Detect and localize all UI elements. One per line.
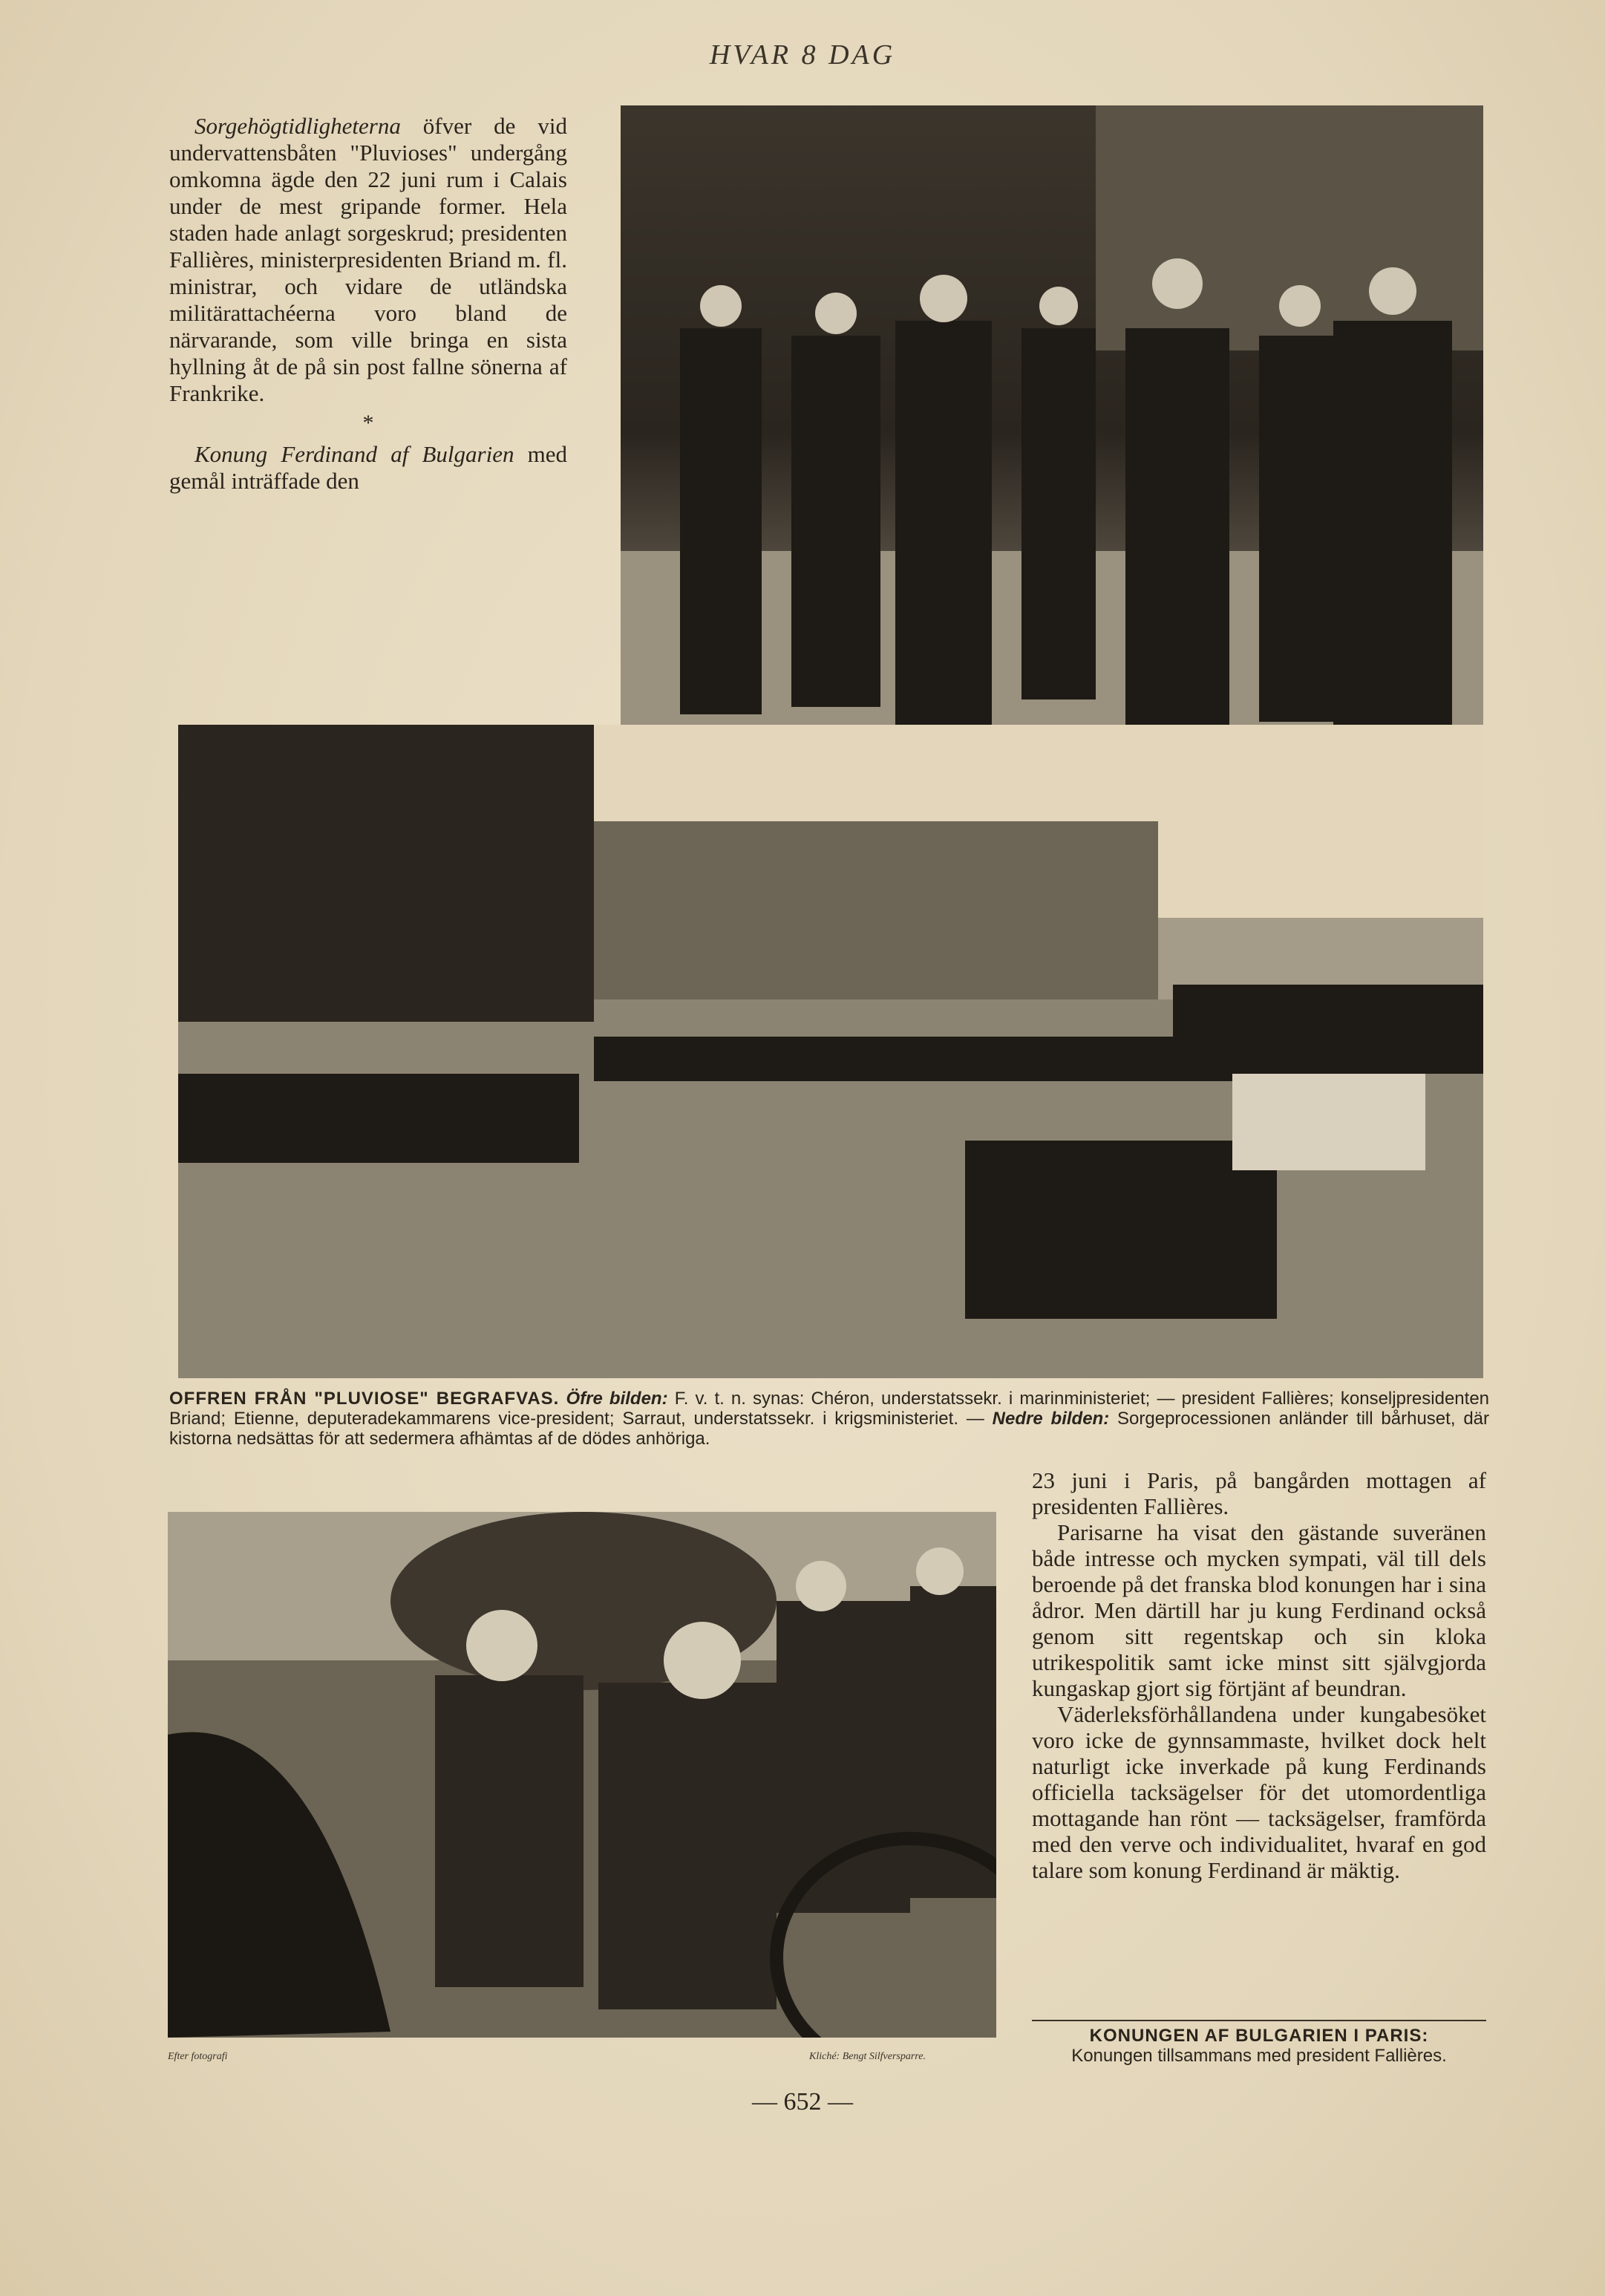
left-text-column	[169, 113, 567, 495]
caption-headline: OFFREN FRÅN "PLUVIOSE" BEGRAFVAS.	[169, 1389, 560, 1409]
caption-label-upper: Öfre bilden:	[566, 1389, 668, 1409]
caption-king-text: Konungen tillsammans med president Fallières.	[1071, 2046, 1447, 2066]
photo-credit-right: Kliché: Bengt Silfversparre.	[809, 2051, 926, 2062]
photo-officials	[621, 105, 1483, 759]
paragraph-ferdinand	[169, 441, 567, 495]
paragraph-body: med gemål inträffade den	[169, 441, 567, 494]
section-separator: *	[362, 411, 374, 435]
right-text-column	[1032, 1467, 1486, 1883]
photo-procession	[178, 725, 1483, 1378]
caption-king	[1032, 2026, 1486, 2066]
paragraph-lead: Sorgehögtidligheterna	[195, 113, 401, 139]
paragraph-pluviose	[169, 113, 567, 407]
paragraph-body: öfver de vid undervattensbåten "Pluvioses" undergång omkomna ägde den 22 juni rum i Calais under de mest gripande former. Hela staden hade anlagt sorgeskrud; presidenten Fallières, ministerpresidenten Briand m. fl. ministrar, och vidare de utländska militärattachéerna voro bland de närvarande, som ville bringa en sista hyllning åt de på sin post fallne sönerna af Frankrike.	[169, 113, 567, 406]
caption-divider	[1032, 2020, 1486, 2021]
running-title: HVAR 8 DAG	[709, 39, 896, 71]
paragraph-arrival: 23 juni i Paris, på bangården mottagen af presidenten Fallières.	[1032, 1467, 1486, 1519]
paragraph-lead: Konung Ferdinand af Bulgarien	[195, 441, 514, 467]
photo-credit-left: Efter fotografi	[168, 2051, 228, 2062]
page-number: — 652 —	[752, 2088, 853, 2116]
caption-king-headline: KONUNGEN AF BULGARIEN I PARIS:	[1089, 2026, 1429, 2046]
caption-label-lower: Nedre bilden:	[992, 1409, 1110, 1429]
paragraph-weather: Väderleksförhållandena under kungabesöket voro icke de gynnsammaste, hvilket dock helt naturligt icke inverkade på kung Ferdinands officiella tacksägelser för det utomordentliga mottagande han rönt — tacksägelser, framförda med den verve och individualitet, hvaraf en god talare som konung Ferdinand är mäktig.	[1032, 1701, 1486, 1883]
caption-funeral	[169, 1389, 1489, 1449]
photo-king-carriage	[168, 1512, 996, 2038]
caption-upper-text: F. v. t. n. synas: Chéron, understatssekr. i marinministeriet; — president Fallières; konseljpresidenten Briand; Etienne, deputeradekammarens vice-president; Sarraut, understatssekr. i krigsministeriet. —	[169, 1389, 1490, 1429]
paragraph-sympathy: Parisarne ha visat den gästande suveränen både intresse och mycken sympati, väl till dels beroende på det franska blod konungen har i sina ådror. Men därtill har ju kung Ferdinand också genom sitt regentskap och sin kloka utrikespolitik samt icke minst sitt självgjorda kungaskap gjort sig förtjänt af beundran.	[1032, 1519, 1486, 1701]
caption-lower-text: Sorgeprocessionen anländer till bårhuset, där kistorna nedsättas för att sedermera afhämtas af de dödes anhöriga.	[169, 1409, 1490, 1449]
